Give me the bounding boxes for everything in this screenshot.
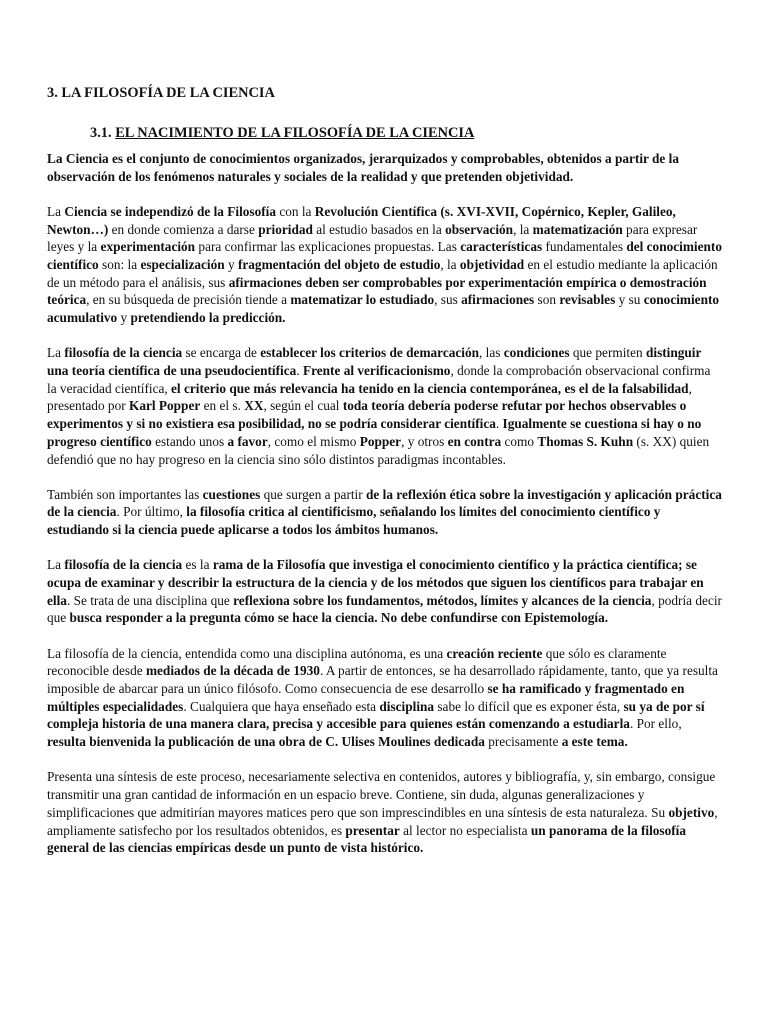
text-run: . A partir de entonces, se ha desarrollado rápidamente, tanto, que ya resulta imposible de abarcar para un único filósofo. Como consecuencia de ese desarrollo (47, 663, 718, 697)
paragraph (47, 556, 722, 627)
text-run: . Cualquiera que haya enseñado esta (183, 698, 380, 714)
text-run: La (47, 557, 65, 573)
text-run: con la (276, 203, 315, 219)
text-run: sabe lo difícil que es exponer ésta, (434, 698, 624, 714)
text-run: son: la (98, 257, 141, 273)
bold-text: rama de la Filosofía que investiga el conocimiento científico y la práctica científica; se ocupa de examinar y describir la estructura de la ciencia y de los métodos que siguen los científicos para trabajar en ella (47, 557, 704, 608)
subsection-number: 3.1. (90, 125, 112, 141)
bold-text: se ha ramificado y fragmentado en múltiples especialidades (47, 681, 685, 714)
bold-text: prioridad (258, 221, 313, 237)
paragraph (47, 150, 722, 185)
bold-text: Frente al verificacionismo (302, 363, 451, 379)
text-run: y (224, 257, 238, 273)
text-run: . Por ello, (629, 716, 682, 732)
bold-text: afirmaciones (461, 292, 535, 308)
bold-text: distinguir una teoría científica de una pseudocientífica (47, 345, 702, 379)
text-run: y (117, 310, 131, 326)
bold-text: objetividad (459, 257, 525, 273)
text-run: , ampliamente satisfecho por los resultados obtenidos, es (47, 804, 718, 838)
bold-text: del conocimiento científico (47, 239, 722, 273)
bold-text: a favor (227, 433, 268, 449)
bold-text: Ciencia se independizó de la Filosofía (64, 203, 277, 219)
bold-text: objetivo (668, 804, 715, 820)
text-run: , sus (434, 292, 462, 308)
bold-text: Thomas S. Kuhn (537, 433, 634, 449)
bold-text: afirmaciones deben ser comprobables por experimentación empírica o demostración teórica (47, 274, 707, 308)
bold-text: observación (445, 221, 514, 237)
bold-text: XX (244, 398, 264, 414)
bold-text: filosofía de la ciencia (64, 557, 183, 573)
text-run: en el estudio mediante la aplicación de un método para el análisis, sus (47, 257, 718, 290)
bold-text: revisables (559, 292, 616, 308)
section-heading: 3. LA FILOSOFÍA DE LA CIENCIA (47, 85, 275, 101)
text-run: , en su búsqueda de precisión tiende a (86, 292, 291, 308)
text-run: en el s. (200, 398, 245, 414)
text-run: son (534, 292, 560, 308)
bold-text: matematizar lo estudiado (290, 292, 435, 308)
text-run: . (495, 416, 503, 432)
bold-text: presentar (345, 822, 400, 838)
paragraph (47, 203, 722, 327)
paragraph (47, 645, 722, 751)
subsection-title: EL NACIMIENTO DE LA FILOSOFÍA DE LA CIENCIA (115, 125, 475, 141)
text-run: Presenta una síntesis de este proceso, necesariamente selectiva en contenidos, autores y bibliografía, y, sin embargo, consigue transmitir una gran cantidad de información en un espacio breve. Contiene, sin duda, algunas generalizaciones y simplificaciones que admitirían mayores matices pero que son imprescindibles en una síntesis de esta naturaleza. Su (47, 769, 716, 820)
text-run: , y otros (401, 433, 448, 449)
bold-text: especialización (140, 257, 225, 273)
bold-text: resulta bienvenida la publicación de una obra de C. Ulises Moulines dedicada (47, 734, 485, 750)
bold-text: reflexiona sobre los fundamentos, métodos, límites y alcances de la ciencia (233, 592, 652, 608)
paragraph (47, 344, 722, 468)
bold-text: Igualmente se cuestiona si hay o no progreso científico (47, 416, 702, 449)
text-run: que surgen a partir (260, 486, 367, 502)
bold-text: condiciones (503, 345, 570, 361)
text-run: , podría decir que (47, 592, 722, 626)
text-run: . (296, 363, 303, 379)
bold-text: mediados de la década de 1930 (145, 663, 320, 679)
text-run: , la (513, 221, 533, 237)
text-run: para confirmar las explicaciones propuestas. Las (195, 239, 461, 255)
text-run: , donde la comprobación observacional confirma la veracidad científica, (47, 363, 711, 396)
text-run: , según el cual (263, 398, 343, 414)
bold-text: Karl Popper (128, 398, 201, 414)
bold-text: su ya de por sí compleja historia de una manera clara, precisa y accesible para quienes están comenzando a estudiarla (47, 698, 705, 732)
bold-text: La Ciencia es el conjunto de conocimientos organizados, jerarquizados y comprobables, obtenidos a partir de la observación de los fenómenos naturales y sociales de la realidad y que pretenden objetividad. (47, 151, 679, 184)
bold-text: busca responder a la pregunta cómo se hace la ciencia. No debe confundirse con Epistemología. (69, 610, 609, 626)
bold-text: matematización (532, 221, 623, 237)
paragraph (47, 486, 722, 539)
bold-text: a este tema. (561, 734, 628, 750)
text-run: , las (479, 345, 504, 361)
text-run: También son importantes las (47, 486, 203, 502)
text-run: , la (440, 257, 460, 273)
text-run: , presentado por (47, 380, 692, 414)
text-run: . Por último, (116, 504, 187, 520)
text-run: al lector no especialista (399, 822, 531, 838)
bold-text: en contra (447, 433, 502, 449)
bold-text: de la reflexión ética sobre la investigación y aplicación práctica de la ciencia (47, 486, 722, 520)
bold-text: características (460, 239, 543, 255)
text-run: La filosofía de la ciencia, entendida como una disciplina autónoma, es una (47, 645, 447, 661)
bold-text: experimentación (100, 239, 196, 255)
text-run: y su (615, 292, 644, 308)
text-run: (s. XX) quien defendió que no hay progreso en la ciencia sino sólo distintos paradigmas incontables. (47, 433, 710, 467)
text-run: que permiten (569, 345, 646, 361)
text-run: como (501, 433, 538, 449)
bold-text: conocimiento acumulativo (47, 292, 720, 326)
bold-text: un panorama de la filosofía general de las ciencias empíricas desde un punto de vista histórico. (47, 822, 687, 856)
text-run: es la (182, 557, 213, 573)
bold-text: toda teoría debería poderse refutar por hechos observables o experimentos y si no existiera esa posibilidad, no se podría considerar científica (47, 398, 687, 432)
text-run: al estudio basados en la (312, 221, 446, 237)
text-run: que sólo es claramente reconocible desde (47, 645, 667, 679)
bold-text: creación reciente (446, 645, 543, 661)
text-run: La (47, 345, 65, 361)
text-run: La (47, 203, 65, 219)
bold-text: filosofía de la ciencia (64, 345, 183, 361)
bold-text: pretendiendo la predicción. (130, 310, 286, 326)
text-run: para expresar leyes y la (47, 221, 698, 255)
bold-text: la filosofía critica al cientificismo, señalando los límites del conocimiento científico y estudiando si la ciencia puede aplicarse a todos los ámbitos humanos. (47, 504, 661, 538)
text-run: . Se trata de una disciplina que (66, 592, 234, 608)
body-text (47, 150, 722, 857)
text-run: fundamentales (542, 239, 627, 255)
bold-text: establecer los criterios de demarcación (260, 345, 480, 361)
text-run: , como el mismo (267, 433, 360, 449)
paragraph (47, 768, 722, 857)
text-run: se encarga de (182, 345, 261, 361)
text-run: en donde comienza a darse (108, 221, 259, 237)
text-run: estando unos (151, 433, 228, 449)
bold-text: Popper (359, 433, 402, 449)
bold-text: disciplina (379, 698, 435, 714)
bold-text: cuestiones (202, 486, 261, 502)
bold-text: el criterio que más relevancia ha tenido en la ciencia contemporánea, es el de la falsabilidad (171, 380, 689, 396)
bold-text: fragmentación del objeto de estudio (237, 257, 441, 273)
subsection-heading (90, 124, 722, 142)
bold-text: Revolución Científica (s. XVI-XVII, Copérnico, Kepler, Galileo, Newton…) (47, 203, 676, 237)
text-run: precisamente (484, 734, 562, 750)
